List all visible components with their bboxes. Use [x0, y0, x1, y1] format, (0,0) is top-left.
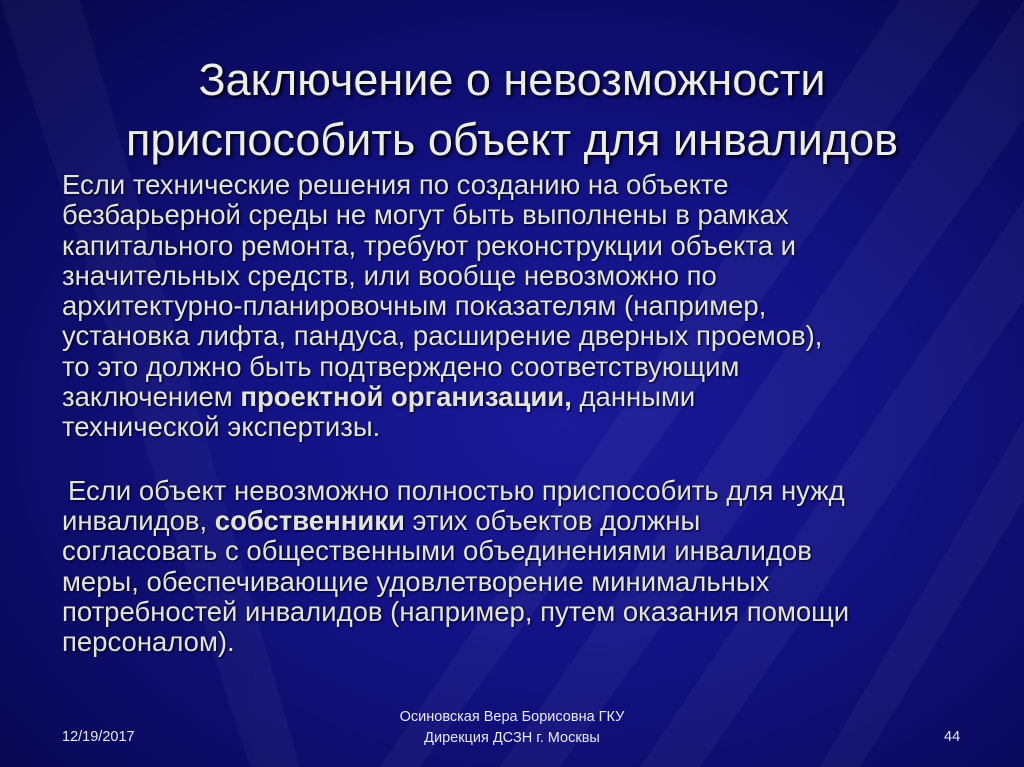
paragraph-1-line: технической экспертизы.	[62, 411, 381, 443]
footer-author	[362, 707, 662, 749]
paragraph-2-line: меры, обеспечивающие удовлетворение минимальных	[62, 565, 770, 597]
paragraph-2-line: потребностей инвалидов (например, путем оказания помощи	[62, 595, 850, 627]
text-run: этих объектов должны	[404, 504, 701, 536]
paragraph-2-line	[62, 506, 982, 536]
slide-body	[62, 170, 982, 657]
paragraph-1	[62, 170, 982, 443]
footer-author-line-1: Осиновская Вера Борисовна ГКУ	[399, 709, 625, 725]
slide-title	[0, 50, 1024, 170]
footer-page-number: 44	[944, 729, 961, 745]
bold-phrase-owners: собственники	[214, 504, 405, 536]
footer-author-line-2: Дирекция ДСЗН г. Москвы	[424, 730, 600, 746]
text-run: заключением	[62, 381, 241, 413]
footer-date: 12/19/2017	[62, 729, 135, 745]
title-line-1: Заключение о невозможности	[198, 54, 826, 105]
text-run: данными	[571, 381, 696, 413]
paragraph-1-line: безбарьерной среды не могут быть выполнены в рамках	[62, 199, 789, 231]
paragraph-1-line: то это должно быть подтверждено соответствующим	[62, 350, 740, 382]
paragraph-2	[62, 476, 982, 658]
paragraph-1-line: капитального ремонта, требуют реконструкции объекта и	[62, 229, 797, 261]
paragraph-1-line: Если технические решения по созданию на объекте	[62, 169, 729, 200]
title-line-2: приспособить объект для инвалидов	[125, 114, 899, 165]
paragraph-2-line: персоналом).	[62, 626, 235, 658]
paragraph-1-line: установка лифта, пандуса, расширение дверных проемов),	[62, 320, 823, 352]
paragraph-1-line: значительных средств, или вообще невозможно по	[62, 259, 717, 291]
paragraph-2-line: согласовать с общественными объединениями инвалидов	[62, 535, 812, 567]
text-run: инвалидов,	[62, 504, 215, 536]
paragraph-1-line: архитектурно-планировочным показателям (например,	[62, 290, 767, 322]
paragraph-1-line	[62, 382, 982, 412]
bold-phrase-project-organization: проектной организации,	[240, 381, 572, 413]
paragraph-2-line: Если объект невозможно полностью приспособить для нужд	[68, 474, 845, 506]
